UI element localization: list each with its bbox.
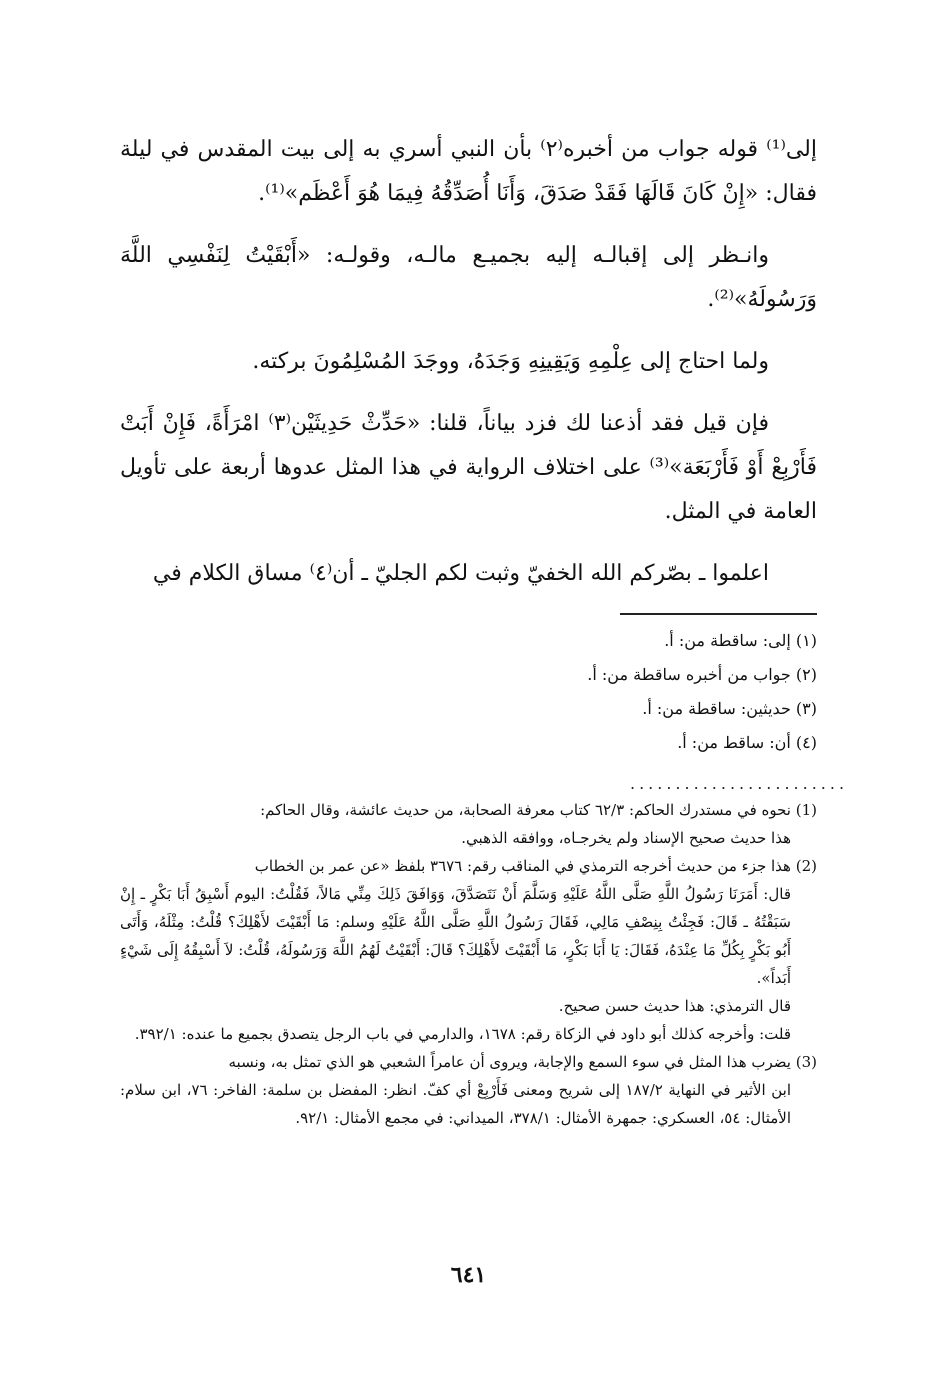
page-number: ٦٤١ [450, 1262, 487, 1288]
apparatus-note: (١) إلى: ساقطة من: أ. [664, 631, 817, 650]
apparatus-notes [120, 624, 817, 760]
footnote-separator [620, 613, 817, 615]
footnote-3-rest: ابن الأثير في النهاية ١٨٧/٢ إلى شريح ومعنى فَأَرْبِعْ أي كفّ. انظر: المفضل بن سلمة: الفاخر: ٧٦، ابن سلام: الأمثال: ٥٤، العسكري: جمهرة الأمثال: ٣٧٨/١، الميداني: في مجمع الأمثال: ٩٢/١. [120, 1081, 791, 1127]
paragraph-3: ولما احتاج إلى عِلْمِهِ وَيَقِينِهِ وَجَدَهُ، ووجَدَ المُسْلِمُونَ بركته. [252, 349, 769, 374]
footnote-2-additional: قلت: وأخرجه كذلك أبو داود في الزكاة رقم: ١٦٧٨، والدارمي في باب الرجل يتصدق بجميع ما عنده: ٣٩٢/١. [134, 1025, 791, 1043]
dotted-separator: ........................ [630, 774, 849, 793]
footnote-3-line-1: (3) يضرب هذا المثل في سوء السمع والإجابة، ويروى أن عامراً الشعبي هو الذي تمثل به، ونسبه [228, 1053, 817, 1071]
apparatus-note: (٤) أن: ساقط من: أ. [677, 733, 817, 752]
apparatus-note: (٣) حديثين: ساقطة من: أ. [642, 699, 817, 718]
apparatus-note: (٢) جواب من أخبره ساقطة من: أ. [587, 665, 817, 684]
paragraph-1: إلى⁽¹⁾ قوله جواب من أخبره⁽٢⁾ بأن النبي أسري به إلى بيت المقدس في ليلة فقال: «إِنْ كَانَ قَالَهَا فَقَدْ صَدَقَ، وَأَنَا أُصَدِّقُهُ فِيمَا هُوَ أَعْظَم»⁽¹⁾. [120, 137, 817, 206]
paragraph-5: اعلموا ـ بصّركم الله الخفيّ وثبت لكم الجليّ ـ أن⁽٤⁾ مساق الكلام في [152, 561, 769, 586]
paragraph-4: فإن قيل فقد أذعنا لك فزد بياناً، قلنا: «حَدِّثْ حَدِيثَيْن⁽٣⁾ امْرَأَةً، فَإِنْ أَبَتْ فَأَرْبِعْ أَوْ فَأَرْبَعَة»⁽³⁾ على اختلاف الرواية في هذا المثل عدوها أربعة على تأويل العامة في المثل. [120, 411, 817, 524]
footnote-2-line-1: (2) هذا جزء من حديث أخرجه الترمذي في المناقب رقم: ٣٦٧٦ بلفظ «عن عمر بن الخطاب [254, 857, 817, 875]
footnote-1-line-1: (1) نحوه في مستدرك الحاكم: ٦٢/٣ كتاب معرفة الصحابة، من حديث عائشة، وقال الحاكم: [260, 801, 817, 819]
footnote-2-tirmidhi: قال الترمذي: هذا حديث حسن صحيح. [558, 997, 791, 1015]
reference-notes [120, 796, 817, 1132]
paragraph-2: وانـظر إلى إقبالـه إليه بجميـع مالـه، وقولـه: «أَبْقَيْتُ لِنَفْسِي اللَّهَ وَرَسُولَهُ»⁽²⁾. [120, 243, 817, 312]
footnote-1-line-2: هذا حديث صحيح الإسناد ولم يخرجـاه، ووافقه الذهبي. [461, 829, 791, 847]
main-text [120, 128, 817, 596]
footnote-2-hadith: قال: أَمَرَنَا رَسُولُ اللَّهِ صَلَّى اللَّهُ عَلَيْهِ وَسَلَّمَ أَنْ نَتَصَدَّقَ، وَوَافَقَ ذَلِكَ مِنِّي مَالاً، فَقُلْتُ: اليوم أَسْبِقُ أَبَا بَكْرٍ ـ إِنْ سَبَقْتُهُ ـ قَالَ: فَجِئْتُ بِنِصْفِ مَالِي، فَقَالَ رَسُولُ اللَّهِ صَلَّى اللَّهُ عَلَيْهِ وسلم: مَا أَبْقَيْتَ لأَهْلِكَ؟ قُلْتُ: مِثْلَهُ، وَأَتَى أَبُو بَكْرٍ بِكُلِّ مَا عِنْدَهُ، فَقَالَ: يَا أَبَا بَكْرٍ، مَا أَبْقَيْتَ لأَهْلِكَ؟ قَالَ: أَبْقَيْتُ لَهُمُ اللَّهَ وَرَسُولَهُ، قُلْتُ: لاَ أَسْبِقُهُ إِلَى شَيْءٍ أَبَداً». [120, 885, 791, 987]
